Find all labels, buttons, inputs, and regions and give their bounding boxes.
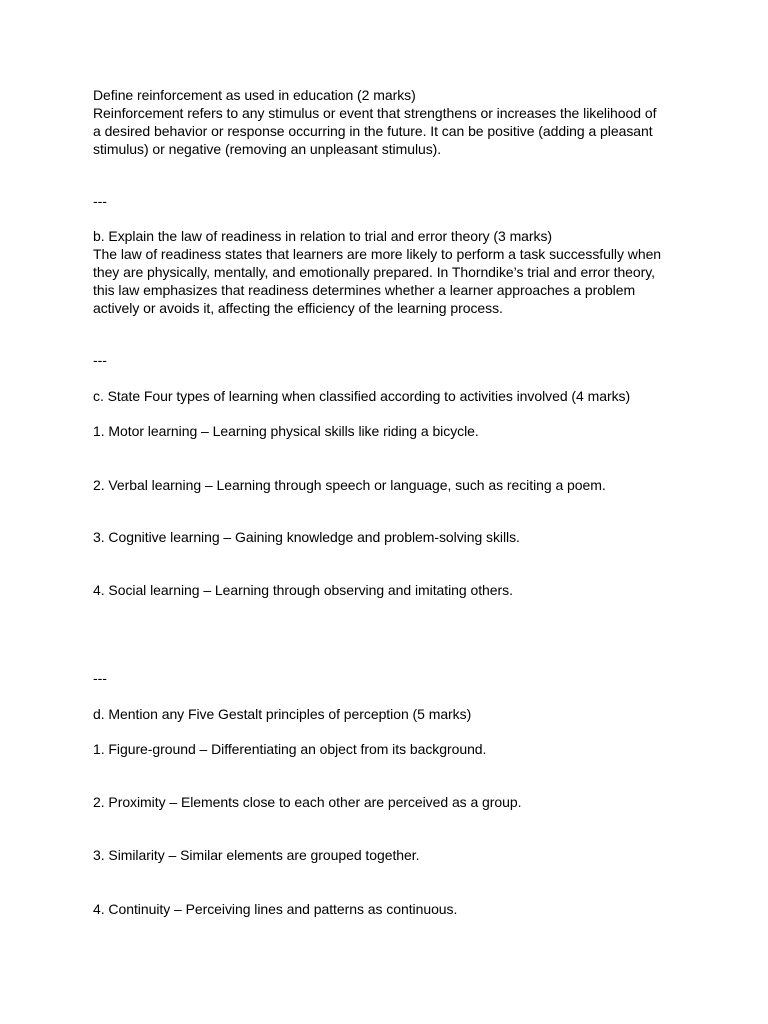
section-separator: --- <box>93 670 107 686</box>
question-d-heading: d. Mention any Five Gestalt principles of perception (5 marks) <box>93 706 472 722</box>
list-item: 1. Figure-ground – Differentiating an object from its background. <box>93 741 487 757</box>
list-item: 4. Social learning – Learning through observing and imitating others. <box>93 582 513 598</box>
answer-a-line: a desired behavior or response occurring in the future. It can be positive (adding a pleasant <box>93 123 653 139</box>
section-separator: --- <box>93 193 107 209</box>
list-item: 3. Similarity – Similar elements are grouped together. <box>93 847 420 863</box>
answer-b-line: actively or avoids it, affecting the efficiency of the learning process. <box>93 300 503 316</box>
question-b-heading: b. Explain the law of readiness in relation to trial and error theory (3 marks) <box>93 228 553 244</box>
answer-a-line: stimulus) or negative (removing an unpleasant stimulus). <box>93 141 442 157</box>
question-a-heading: Define reinforcement as used in education (2 marks) <box>93 87 416 103</box>
list-item: 4. Continuity – Perceiving lines and patterns as continuous. <box>93 901 458 917</box>
list-item: 2. Proximity – Elements close to each other are perceived as a group. <box>93 794 522 810</box>
answer-a-line: Reinforcement refers to any stimulus or event that strengthens or increases the likelihood of <box>93 105 657 121</box>
list-item: 1. Motor learning – Learning physical skills like riding a bicycle. <box>93 423 479 439</box>
question-c-heading: c. State Four types of learning when classified according to activities involved (4 marks) <box>93 388 631 404</box>
list-item: 3. Cognitive learning – Gaining knowledge and problem-solving skills. <box>93 529 520 545</box>
answer-b-line: this law emphasizes that readiness determines whether a learner approaches a problem <box>93 282 636 298</box>
list-item: 2. Verbal learning – Learning through speech or language, such as reciting a poem. <box>93 477 606 493</box>
answer-b-line: The law of readiness states that learners are more likely to perform a task successfully when <box>93 246 662 262</box>
section-separator: --- <box>93 352 107 368</box>
answer-b-line: they are physically, mentally, and emotionally prepared. In Thorndike’s trial and error theory, <box>93 264 656 280</box>
